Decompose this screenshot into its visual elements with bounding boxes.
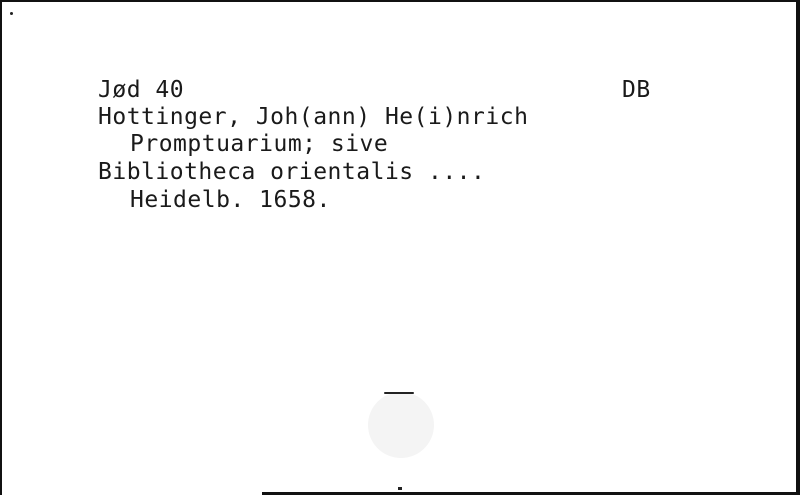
punch-hole-mark (384, 392, 414, 394)
card-edge-top (0, 0, 800, 2)
bottom-ink-mark (398, 487, 402, 490)
library-sigla: DB (622, 77, 651, 103)
punch-hole (368, 392, 434, 458)
imprint: Heidelb. 1658. (130, 187, 331, 213)
author-heading: Hottinger, Joh(ann) He(i)nrich (98, 104, 529, 130)
card-edge-right (796, 0, 800, 495)
shelfmark: Jød 40 (98, 77, 185, 103)
title-line-1: Promptuarium; sive (130, 131, 389, 157)
title-line-2: Bibliotheca orientalis .... (98, 159, 486, 185)
ink-speck (10, 12, 13, 15)
card-edge-left (0, 0, 2, 495)
